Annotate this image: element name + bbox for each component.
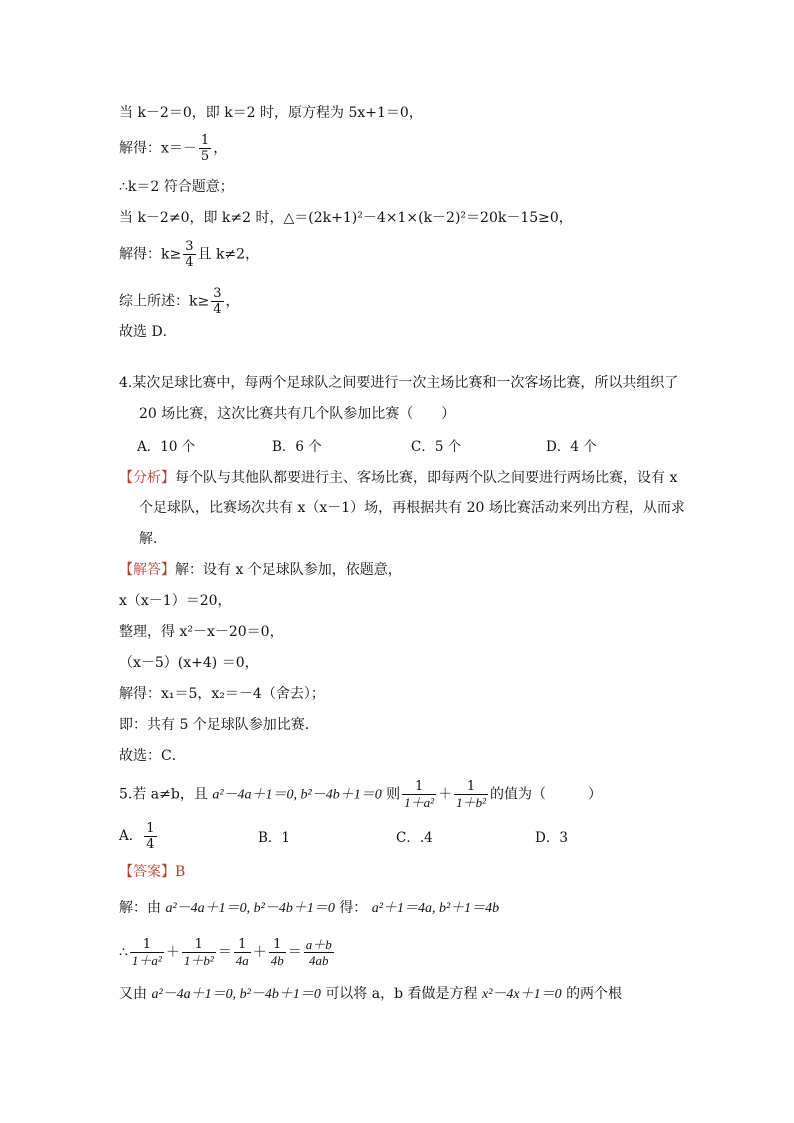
- q4-analysis-line-1: 【分析】每个队与其他队都要进行主、客场比赛，即每两个队之间要进行两场比赛，设有 x: [119, 470, 678, 486]
- q4-option-c: C．5 个: [411, 439, 462, 455]
- fraction: $\frac{1}{4a}$: [235, 937, 249, 968]
- fraction: $\frac{1}{\text{1＋a²}}$: [404, 779, 435, 810]
- math-equation: a²＋1＝4a, b²＋1＝4b: [371, 901, 500, 916]
- q4-option-d: D．4 个: [546, 439, 597, 455]
- fraction: $\frac{1}{4}$: [146, 821, 155, 852]
- q4-step-5: 即：共有 5 个足球队参加比赛．: [119, 717, 319, 733]
- solution-line-7: 故选 D．: [119, 324, 177, 340]
- q5-solution-line-2: ∴ $\frac{1}{\text{1＋a²}}$ ＋ $\frac{1}{\text{1＋b²}}$ ＝ $\frac{1}{4a}$ ＋ $\frac{1}{4b}$ ＝ $\frac{a+b}{4ab}$: [119, 937, 332, 968]
- q4-analysis-line-3: 解．: [139, 531, 167, 547]
- math-equation: a²－4a＋1＝0, b²－4b＋1＝0: [165, 901, 335, 916]
- fraction: $\frac{1}{\text{1＋b²}}$: [183, 937, 214, 968]
- q5-answer: [119, 862, 185, 882]
- solution-line-2: 解得：x＝－ $\frac{1}{5}$ ，: [119, 133, 228, 164]
- q4-option-b: B．6 个: [272, 439, 322, 455]
- fraction: $\frac{1}{\text{1＋b²}}$: [456, 779, 486, 810]
- answer-tag: 【解答】: [119, 562, 175, 578]
- q4-step-4: 解得：x₁＝5，x₂＝－4（舍去）；: [119, 686, 325, 702]
- solution-line-3: ∴k＝2 符合题意；: [119, 179, 234, 195]
- solution-line-6: 综上所述：k≥ $\frac{3}{4}$ ，: [119, 286, 240, 317]
- math-equation: x²－4x＋1＝0: [481, 987, 562, 1002]
- q5-option-c: C．.4: [396, 830, 433, 846]
- q4-step-6: 故选：C．: [119, 748, 186, 764]
- q4-step-2: 整理，得 x²－x－20＝0，: [119, 624, 284, 640]
- answer-tag: 【答案】: [119, 864, 175, 880]
- math-equation: a²－4a＋1＝0, b²－4b＋1＝0: [151, 987, 321, 1002]
- q5-option-a: A． $\frac{1}{4}$: [119, 821, 155, 852]
- q5-solution-line-3: 又由 a²－4a＋1＝0, b²－4b＋1＝0 可以将 a，b 看做是方程 x²－4x＋1＝0 的两个根: [119, 986, 623, 1002]
- fraction: $\frac{3}{4}$: [185, 239, 194, 270]
- math-equation: a²－4a＋1＝0, b²－4b＋1＝0: [212, 787, 382, 803]
- q4-answer-line-1: 【解答】解：设有 x 个足球队参加，依题意，: [119, 562, 402, 578]
- fraction: $\frac{1}{5}$: [200, 133, 210, 164]
- q4-step-3: （x－5）(x+4) ＝0，: [119, 655, 259, 671]
- q5-stem: 5.若 a≠b，且 a²－4a＋1＝0, b²－4b＋1＝0 则 $\frac{1}{\text{1＋a²}}$ ＋ $\frac{1}{\text{1＋b²}}$ 的值为（ ）: [119, 779, 602, 810]
- q5-solution-line-1: 解：由 a²－4a＋1＝0, b²－4b＋1＝0 得： a²＋1＝4a, b²＋1＝4b: [119, 900, 500, 916]
- q4-stem-line-1: 4.某次足球比赛中，每两个足球队之间要进行一次主场比赛和一次客场比赛，所以共组织了: [119, 375, 679, 391]
- fraction: $\frac{1}{\text{1＋a²}}$: [131, 937, 162, 968]
- q4-option-a: A．10 个: [137, 439, 196, 455]
- analysis-tag: 【分析】: [119, 470, 175, 486]
- fraction: $\frac{3}{4}$: [213, 286, 222, 317]
- solution-line-4: 当 k－2≠0，即 k≠2 时，△＝(2k+1)²－4×1×(k－2)²＝20k－15≥0，: [119, 210, 573, 226]
- answer-value: B: [175, 864, 186, 880]
- q5-option-d: D．3: [535, 830, 568, 846]
- q5-option-b: B．1: [258, 830, 291, 846]
- solution-line-5: 解得：k≥ $\frac{3}{4}$ 且 k≠2，: [119, 239, 260, 270]
- fraction: $\frac{1}{4b}$: [270, 937, 284, 968]
- q4-analysis-line-2: 个足球队，比赛场次共有 x（x－1）场，再根据共有 20 场比赛活动来列出方程，从而求: [139, 500, 685, 516]
- q4-stem-line-2: 20 场比赛，这次比赛共有几个队参加比赛（ ）: [139, 406, 456, 422]
- q4-step-1: x（x－1）＝20，: [119, 593, 232, 609]
- fraction: $\frac{a+b}{4ab}$: [305, 937, 332, 968]
- solution-line-1: 当 k－2＝0，即 k＝2 时，原方程为 5x+1＝0，: [119, 105, 423, 121]
